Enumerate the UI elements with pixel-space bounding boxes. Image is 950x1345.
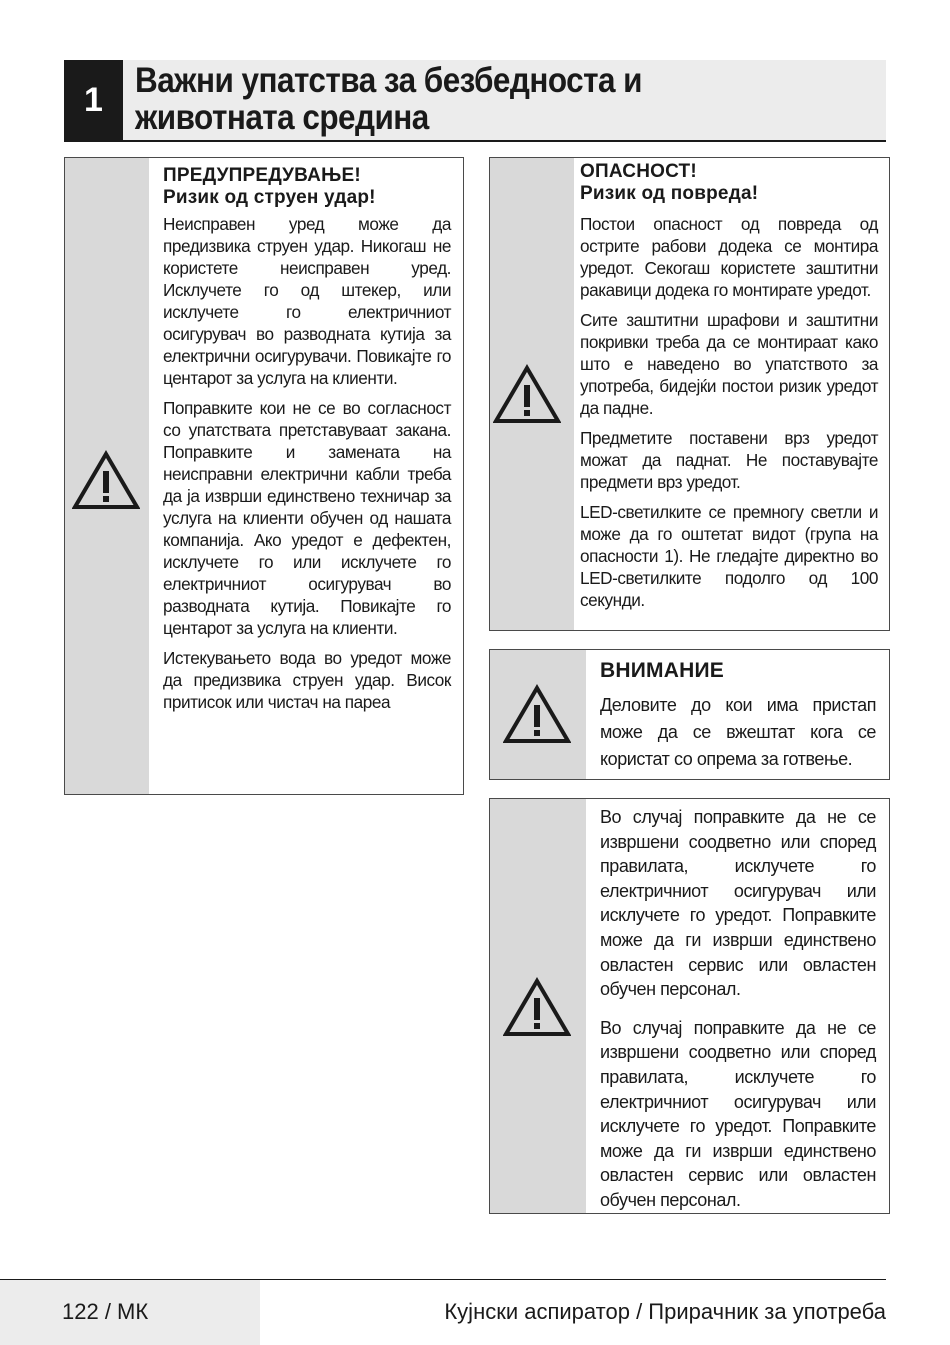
warning-box-content [163, 164, 451, 713]
warning-paragraph: Неисправен уред може да предизвика струен удар. Никогаш не користете неисправен уред. Исклучете го од штекер, или исклучете го електричниот осигурувач во разводната кутија за електрични осигурувачи. Повикајте го центарот за услуга на клиенти. [163, 214, 451, 388]
chapter-number: 1 [64, 60, 123, 140]
footer-divider [0, 1279, 886, 1280]
document-title: Кујнски аспиратор / Прирачник за употреба [444, 1299, 886, 1324]
warning-subheading: Ризик од струен удар! [163, 187, 376, 208]
warning-paragraph: Поправките кои не се во согласност со упатствата претставуваат закана. Поправките и замената на неисправни електрични кабли треба да ја изврши единствено техничар за услуга на клиенти обучен од нашата компанија. Ако уредот е дефектен, исклучете го или исклучете го електричниот осигурувач во разводната кутија. Повикајте го центарот за услуга на клиенти. [163, 398, 451, 638]
repairs-paragraph: Во случај поправките да не се извршени соодветно или според правилата, исклучете го електричниот осигурувач или исклучете го уредот. Поправките може да ги изврши единствено овластен сервис или овластен обучен персонал. [600, 807, 876, 1000]
warning-triangle-icon [493, 364, 561, 424]
danger-box [489, 157, 890, 631]
repairs-box [489, 798, 890, 1214]
caution-box-content [600, 658, 876, 773]
warning-paragraph: Истекувањето вода во уредот може да предизвика струен удар. Висок притисок или чистач на пареа [163, 648, 451, 712]
repairs-paragraph: Во случај поправките да не се извршени соодветно или според правилата, исклучете го електричниот осигурувач или исклучете го уредот. Поправките може да ги изврши единствено овластен сервис или овластен обучен персонал. [600, 1017, 876, 1210]
warning-triangle-icon [72, 450, 140, 510]
warning-triangle-icon [503, 684, 571, 744]
caution-box-sidebar [490, 650, 586, 779]
danger-subheading: Ризик од повреда! [580, 183, 759, 204]
warning-heading: ПРЕДУПРЕДУВАЊЕ! [163, 165, 361, 186]
chapter-header [64, 60, 886, 142]
danger-paragraph: Предметите поставени врз уредот можат да паднат. Не поставувајте предмети врз уредот. [580, 428, 878, 492]
warning-triangle-icon [503, 977, 571, 1037]
danger-paragraph: Постои опасност од повреда од острите рабови додека се монтира уредот. Секогаш користете заштитни ракавици додека го монтирате уредот. [580, 214, 878, 300]
danger-heading: ОПАСНОСТ! [580, 161, 697, 182]
danger-paragraph: Сите заштитни шрафови и заштитни покривки треба да се монтираат како што е наведено во упатството за употреба, бидејќи постои ризик уредот да падне. [580, 310, 878, 418]
warning-box [64, 157, 464, 795]
caution-box [489, 649, 890, 780]
caution-paragraph: Деловите до кои има пристап може да се вжештат кога се користат со опрема за готвење. [600, 695, 876, 769]
repairs-box-content [600, 805, 876, 1213]
repairs-box-sidebar [490, 799, 586, 1213]
caution-heading: ВНИМАНИЕ [600, 659, 724, 682]
danger-box-content [580, 160, 878, 611]
page-title: Важни упатства за безбедноста и животната средина [135, 61, 643, 137]
danger-box-sidebar [490, 158, 574, 630]
warning-box-sidebar [65, 158, 149, 794]
page-number: 122 / МК [62, 1299, 149, 1324]
danger-paragraph: LED-светилките се премногу светли и може да го оштетат видот (група на опасности 1). Не гледајте директно во LED-светилките подолго од 100 секунди. [580, 502, 878, 610]
